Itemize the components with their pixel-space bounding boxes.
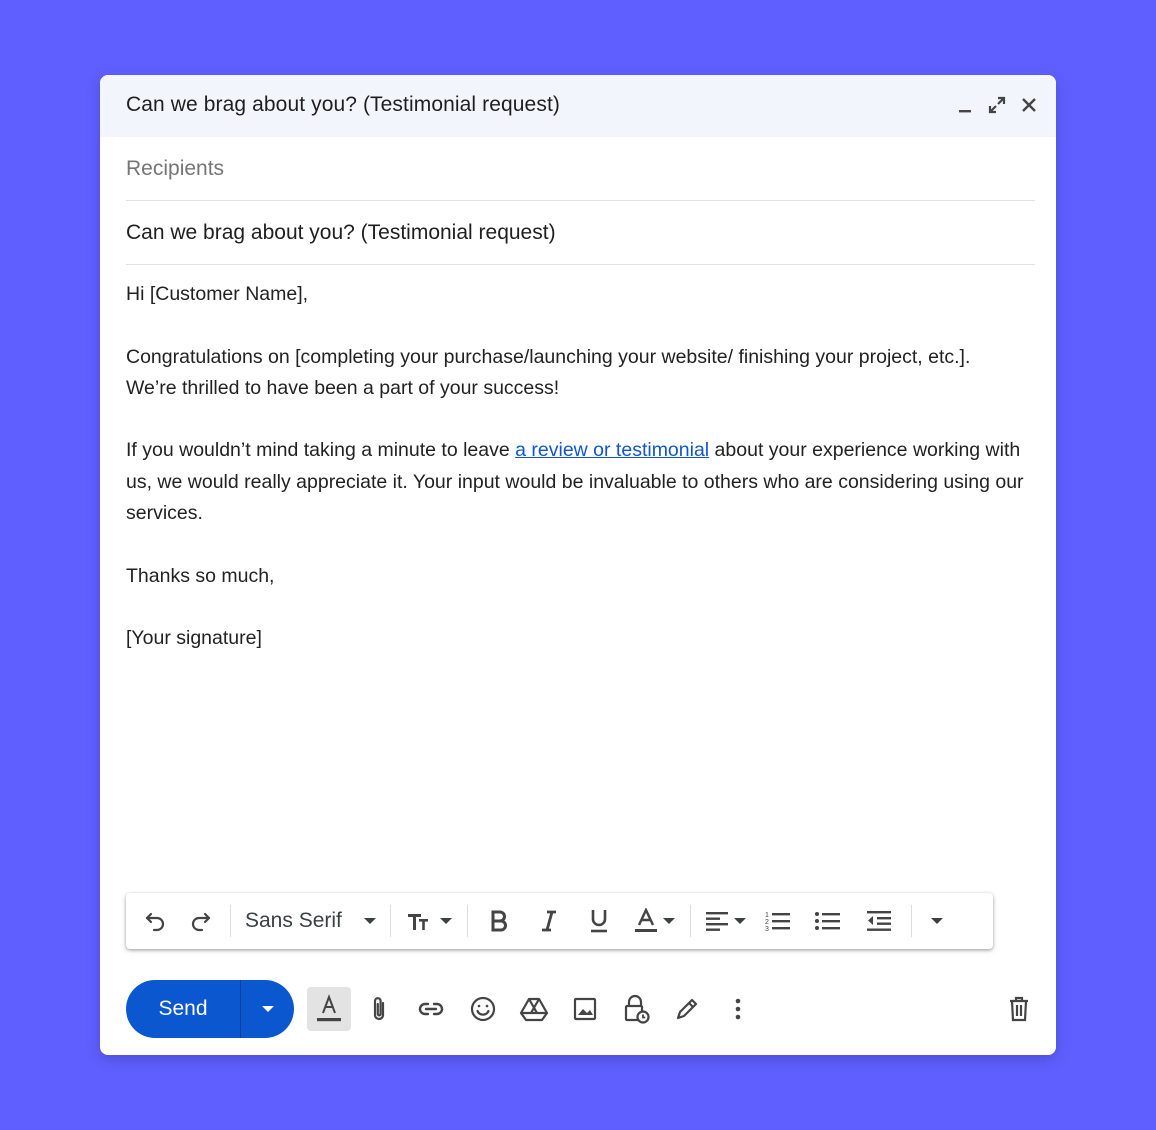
- formatting-toolbar: [126, 893, 993, 949]
- paragraph-text: If you wouldn’t mind taking a minute to leave: [126, 439, 516, 462]
- expand-icon[interactable]: [986, 93, 1008, 117]
- toolbar-divider: [230, 905, 231, 937]
- discard-icon[interactable]: [997, 987, 1041, 1031]
- svg-text:2: 2: [764, 919, 769, 926]
- greeting: Hi [Customer Name],: [126, 283, 309, 305]
- toolbar-divider: [390, 905, 391, 937]
- signature-icon[interactable]: [665, 987, 709, 1031]
- paragraph-request: [126, 435, 1036, 529]
- italic-icon[interactable]: [524, 901, 574, 941]
- drive-icon[interactable]: [512, 987, 556, 1031]
- schedule-send-dropdown[interactable]: [241, 980, 294, 1038]
- underline-icon[interactable]: [574, 901, 624, 941]
- svg-text:3: 3: [764, 926, 769, 933]
- paragraph-congratulations: [126, 342, 1036, 405]
- send-label[interactable]: Send: [126, 980, 241, 1038]
- closing: Thanks so much,: [126, 564, 275, 587]
- link-icon[interactable]: [409, 987, 453, 1031]
- photo-icon[interactable]: [563, 987, 607, 1031]
- window-controls: [954, 93, 1040, 117]
- paragraph-line: Congratulations on [completing your purchase/launching your website/ finishing your project, etc.].: [126, 345, 971, 368]
- toolbar-divider: [467, 905, 468, 937]
- chevron-down-icon: [364, 918, 376, 924]
- paragraph-text: about your experience working with us, we would really appreciate it. Your input would be invaluable to others who are considering using our services.: [126, 439, 1024, 525]
- compose-title: Can we brag about you? (Testimonial request): [126, 93, 560, 116]
- chevron-down-icon: [262, 1006, 274, 1012]
- close-icon[interactable]: [1018, 93, 1040, 117]
- subject-text: Can we brag about you? (Testimonial request): [126, 221, 556, 244]
- emoji-icon[interactable]: [461, 987, 505, 1031]
- bold-icon[interactable]: [474, 901, 524, 941]
- chevron-down-icon: [931, 918, 943, 924]
- svg-text:1: 1: [764, 912, 769, 919]
- bulleted-list-icon[interactable]: [803, 901, 853, 941]
- recipients-field[interactable]: [126, 137, 1035, 201]
- formatting-options-icon[interactable]: [307, 987, 351, 1031]
- paragraph-line: We’re thrilled to have been a part of your success!: [126, 376, 560, 399]
- compose-window: [100, 75, 1056, 1055]
- font-family-select[interactable]: [237, 901, 384, 941]
- more-options-icon[interactable]: [716, 987, 760, 1031]
- compose-titlebar[interactable]: [100, 75, 1056, 137]
- subject-field[interactable]: [126, 201, 1035, 265]
- text-size-icon[interactable]: [397, 901, 461, 941]
- chevron-down-icon: [440, 918, 452, 924]
- message-body[interactable]: [126, 279, 1036, 686]
- toolbar-divider: [690, 905, 691, 937]
- review-link[interactable]: a review or testimonial: [515, 439, 710, 462]
- chevron-down-icon: [734, 918, 746, 924]
- attach-icon[interactable]: [357, 987, 401, 1031]
- minimize-icon[interactable]: [954, 93, 976, 117]
- recipients-placeholder: Recipients: [126, 157, 225, 180]
- numbered-list-icon[interactable]: [753, 901, 803, 941]
- send-button[interactable]: [126, 980, 294, 1038]
- more-formatting-icon[interactable]: [918, 901, 956, 941]
- confidential-mode-icon[interactable]: [614, 987, 658, 1031]
- compose-actions-bar: [126, 980, 1036, 1038]
- font-family-value: Sans Serif: [245, 909, 342, 932]
- signature-placeholder: [Your signature]: [126, 627, 262, 650]
- text-color-icon[interactable]: [624, 901, 684, 941]
- indent-less-icon[interactable]: [853, 901, 905, 941]
- toolbar-divider: [911, 905, 912, 937]
- undo-icon[interactable]: [132, 901, 178, 941]
- chevron-down-icon: [663, 918, 675, 924]
- redo-icon[interactable]: [178, 901, 224, 941]
- align-icon[interactable]: [697, 901, 753, 941]
